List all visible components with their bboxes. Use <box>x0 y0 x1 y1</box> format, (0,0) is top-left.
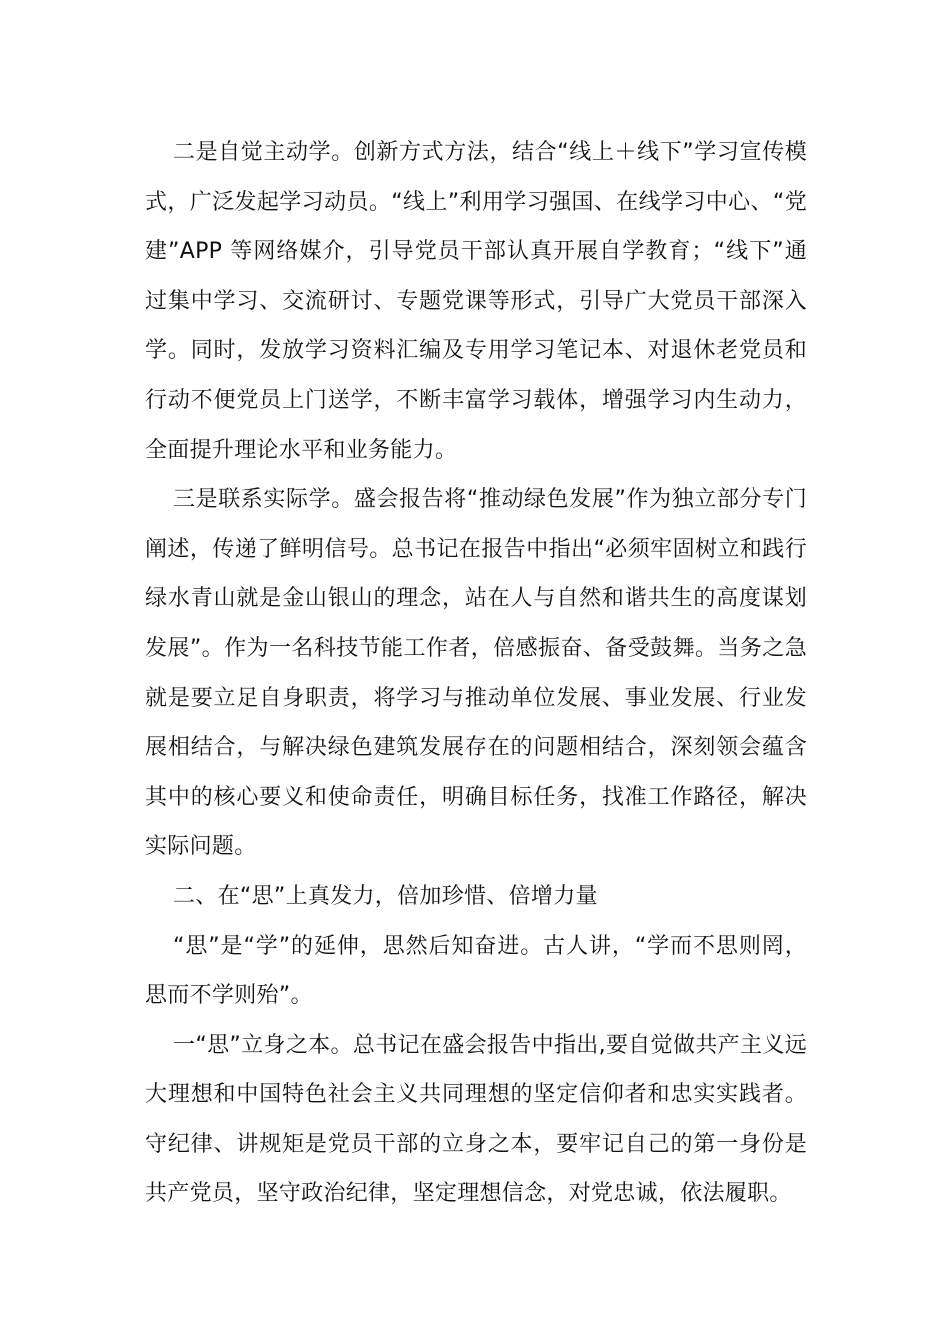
paragraph-self-study: 二是自觉主动学。创新方式方法，结合“线上＋线下”学习宣传模式，广泛发起学习动员。“线上”利用学习强国、在线学习中心、“党建”APP 等网络媒介，引导党员干部认真开展自学教育；“线下”通过集中学习、交流研讨、专题党课等形式，引导广大党员干部深入学。同时，发放学习资料汇编及专用学习笔记本、对退休老党员和行动不便党员上门送学，不断丰富学习载体，增强学习内生动力，全面提升理论水平和业务能力。 <box>145 140 807 463</box>
paragraph-think-intro: “思”是“学”的延伸，思然后知奋进。古人讲，“学而不思则罔，思而不学则殆”。 <box>145 933 807 1009</box>
paragraph-think-foundation: 一“思”立身之本。总书记在盛会报告中指出,要自觉做共产主义远大理想和中国特色社会主义共同理想的坚定信仰者和忠实实践者。守纪律、讲规矩是党员干部的立身之本，要牢记自己的第一身份是共产党员，坚守政治纪律，坚定理想信念，对党忠诚，依法履职。 <box>145 1032 807 1207</box>
section-heading: 二、在“思”上真发力，倍加珍惜、倍增力量 <box>173 883 598 909</box>
paragraph-practical-study: 三是联系实际学。盛会报告将“推动绿色发展”作为独立部分专门阐述，传递了鲜明信号。总书记在报告中指出“必须牢固树立和践行绿水青山就是金山银山的理念，站在人与自然和谐共生的高度谋划发展”。作为一名科技节能工作者，倍感振奋、备受鼓舞。当务之急就是要立足自身职责，将学习与推动单位发展、事业发展、行业发展相结合，与解决绿色建筑发展存在的问题相结合，深刻领会蕴含其中的核心要义和使命责任，明确目标任务，找准工作路径，解决实际问题。 <box>145 487 807 860</box>
document-body <box>145 128 807 1219</box>
